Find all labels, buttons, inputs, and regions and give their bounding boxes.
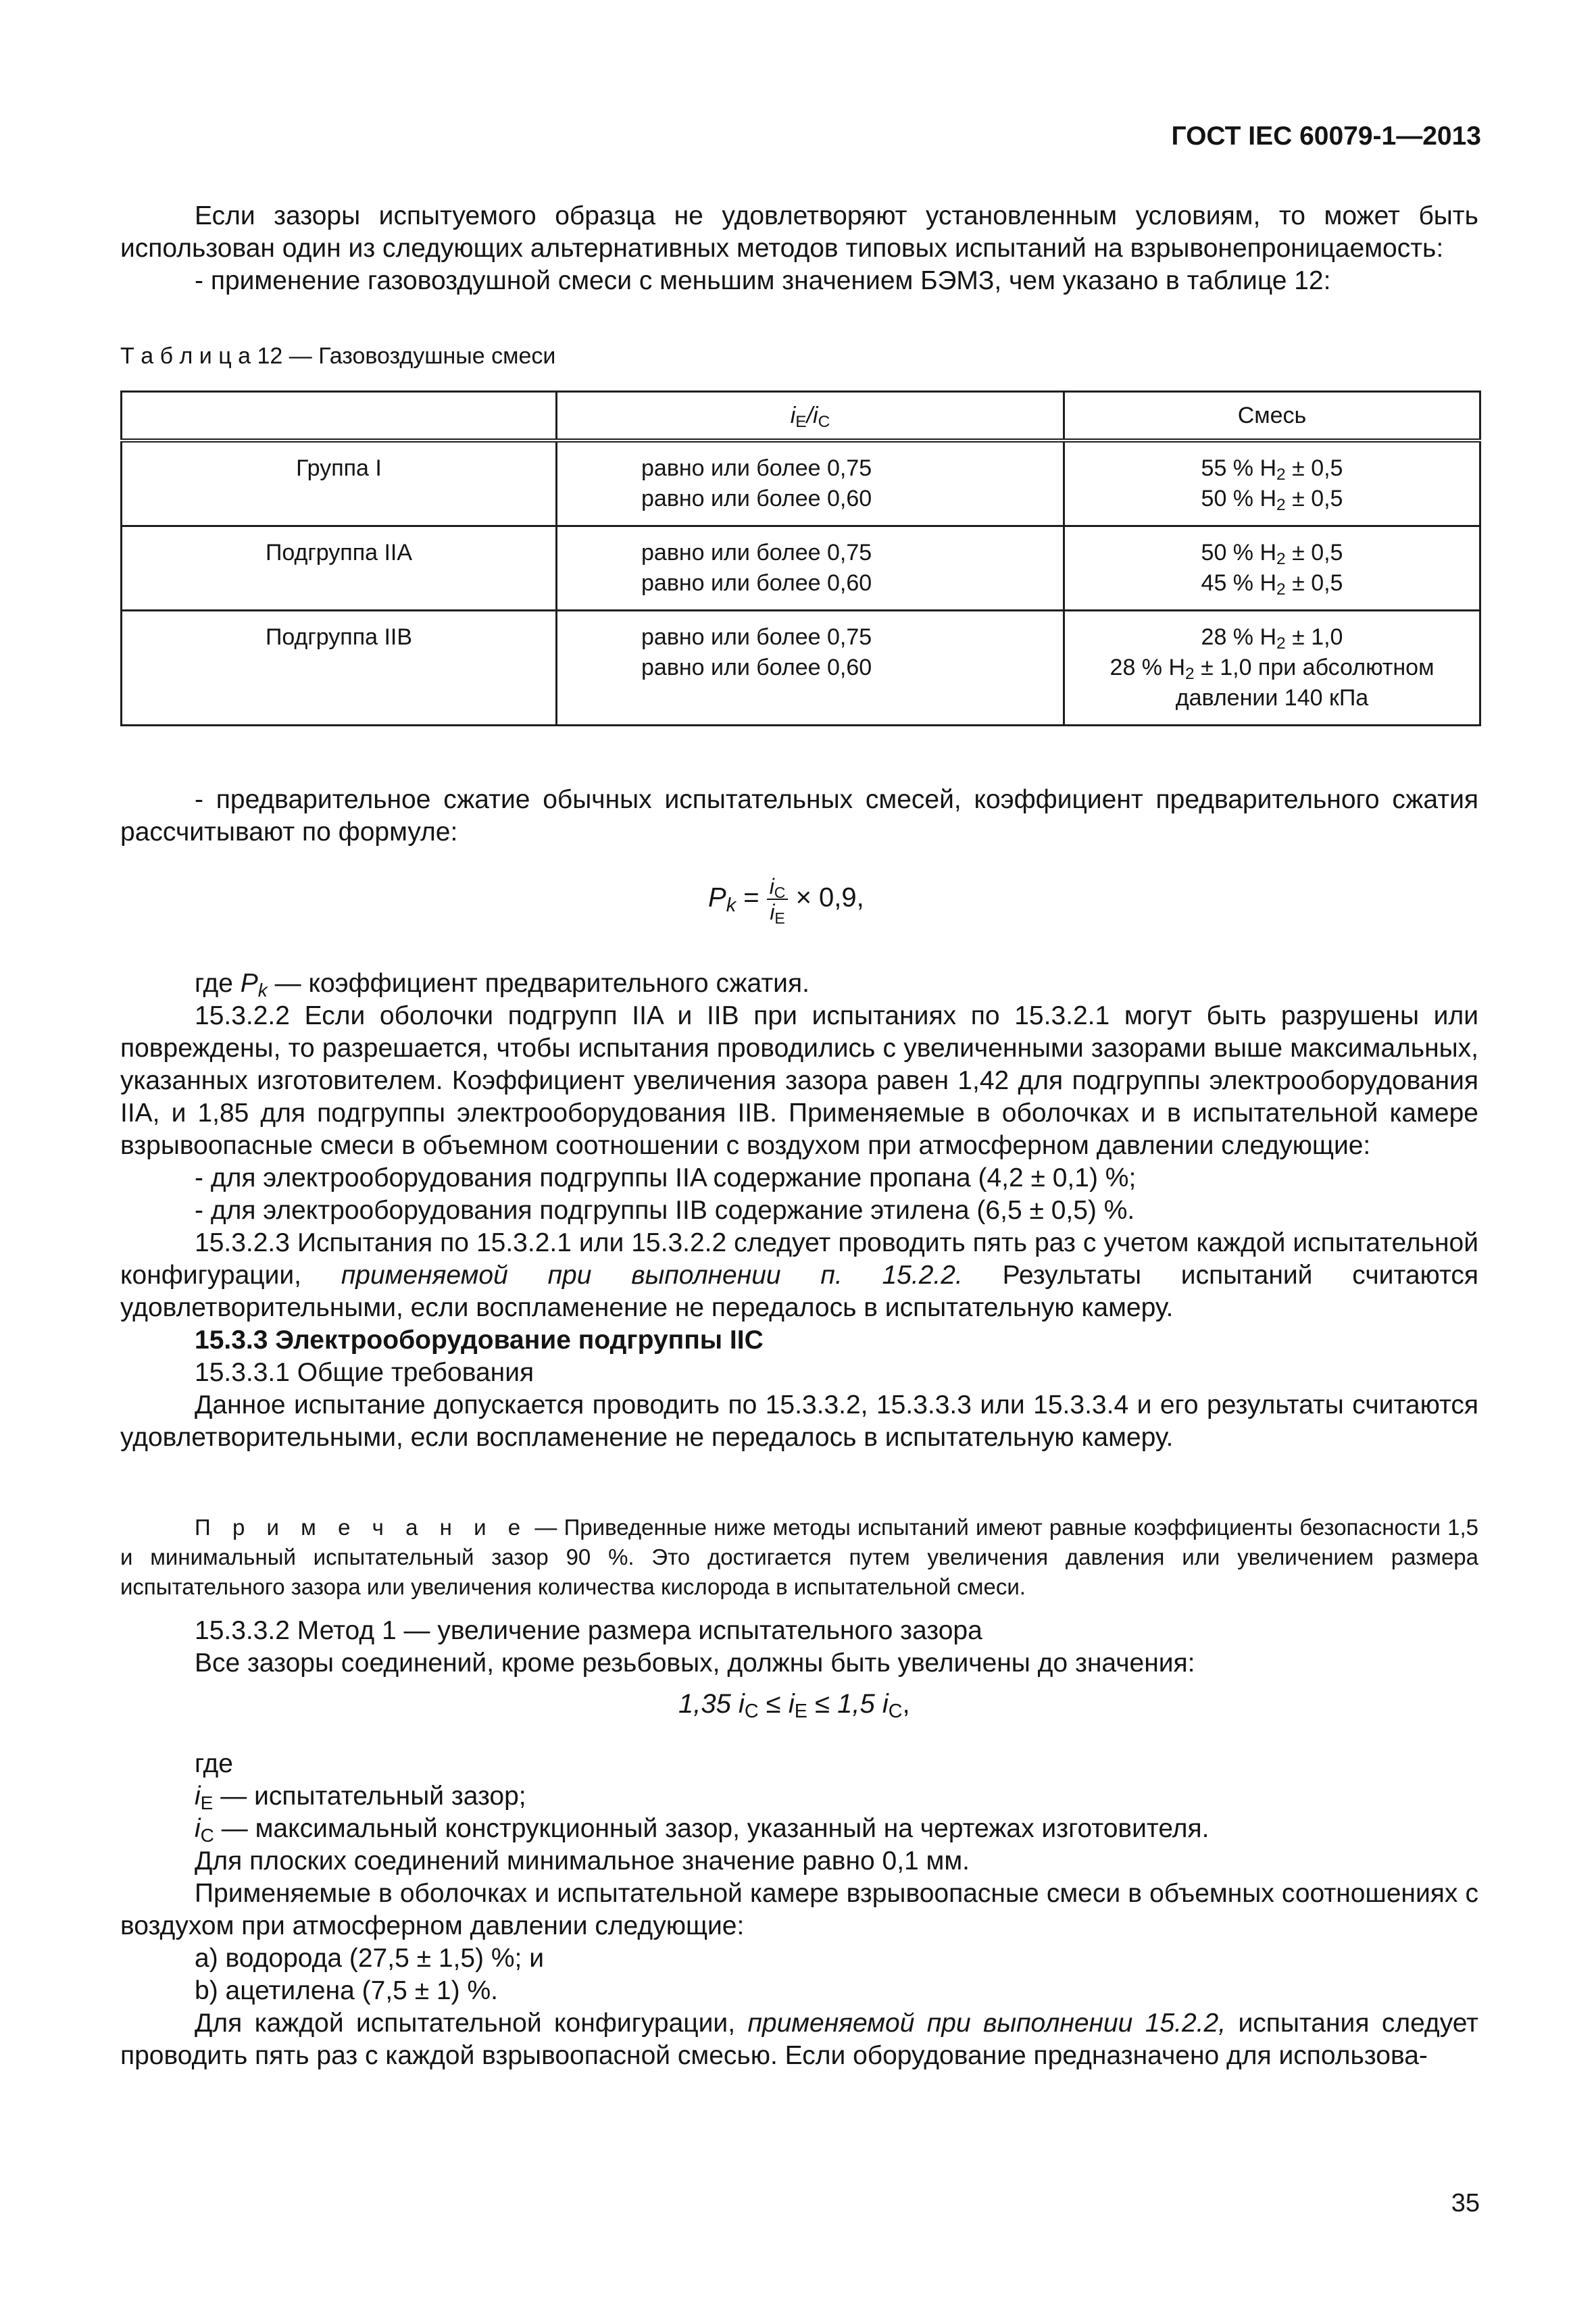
note-block <box>120 1513 1478 1602</box>
table-header-ratio: $i_E/i_C$ <box>557 392 1064 441</box>
method-1-body: где $i_E$ — испытательный зазор; $i_C$ — максимальный конструкционный зазор, указанный на чертежах изготовителя. Для плоских соединений минимальное значение равно 0,1 мм. Применяемые в оболочках и испытательной камере взрывоопасные смеси в объемных соотношениях с воздухом при атмосферном давлении следующие: a) водорода (27,5 ± 1,5) %; и b) ацетилена (7,5 ± 1) %. Для каждой испытательной конфигурации, применяемой при выполнении 15.2.2, испытания следует проводить пять раз с каждой взрывоопасной смесью. Если оборудование предназначено для использова- <box>120 1748 1478 2072</box>
where-pk: где $P_k$ — коэффициент предварительного сжатия. <box>195 969 809 1001</box>
precompression-formula: $P_k$ = $\frac{i_C}{i_E}$ × 0,9, <box>708 874 864 927</box>
section-15-3-2-2: где $P_k$ — коэффициент предварительного сжатия. 15.3.2.2 Если оболочки подгрупп IIA и IIB при испытаниях по 15.3.2.1 могут быть разрушены или повреждены, то разрешается, чтобы испытания проводились с увеличенными зазорами выше максимальных, указанных изготовителем. Коэффициент увеличения зазора равен 1,42 для подгруппы электрооборудования IIA, и 1,85 для подгруппы электрооборудования IIB. Применяемые в оболочках и в испытательной камере взрывоопасные смеси в объемном соотношении с воздухом при атмосферном давлении следующие: - для электрооборудования подгруппы IIA содержание пропана (4,2 ± 0,1) %; - для электрооборудования подгруппы IIB содержание этилена (6,5 ± 0,5) %. 15.3.2.3 Испытания по 15.3.2.1 или 15.3.2.2 следует проводить пять раз с учетом каждой испытательной конфигурации, применяемой при выполнении п. 15.2.2. Результаты испытаний считаются удовлетворительными, если воспламенение не передалось в испытательную камеру. 15.3.3 Электрооборудование подгруппы IIC 15.3.3.1 Общие требования Данное испытание допускается проводить по 15.3.3.2, 15.3.3.3 или 15.3.3.4 и его результаты считаются удовлетворительными, если воспламенение не передалось в испытательную камеру. <box>120 967 1478 1454</box>
table-header-empty <box>122 392 557 441</box>
section-15-3-2-3: 15.3.2.3 Испытания по 15.3.2.1 или 15.3.2.2 следует проводить пять раз с учетом каждой испытательной конфигурации, применяемой при выполнении п. 15.2.2. Результаты испытаний считаются удовлетворительными, если воспламенение не передалось в испытательную камеру. <box>120 1228 1478 1322</box>
note-label: П р и м е ч а н и е <box>195 1515 528 1540</box>
table-row <box>122 526 1480 611</box>
definition-iE: $i_E$ — испытательный зазор; <box>195 1782 526 1814</box>
table-caption-title: 12 — Газовоздушные смеси <box>251 343 556 369</box>
table-cell-ratio: равно или более 0,75 равно или более 0,60 <box>557 526 1064 611</box>
table-cell-group: Подгруппа IIA <box>122 526 557 611</box>
table-caption <box>120 343 555 370</box>
gap-inequality-formula: 1,35 $i_C \le i_E \le 1,5$ $i_C$, <box>678 1689 910 1723</box>
section-15-3-3-1-text: Данное испытание допускается проводить по 15.3.3.2, 15.3.3.3 или 15.3.3.4 и его результаты считаются удовлетворительными, если воспламенение не передалось в испытательную камеру. <box>120 1390 1478 1452</box>
table-cell-group: Группа I <box>122 441 557 526</box>
intro-list-item: - применение газовоздушной смеси с меньшим значением БЭМЗ, чем указано в таблице 12: <box>195 266 1331 295</box>
table-header-mixture: Смесь <box>1064 392 1480 441</box>
table-caption-label: Т а б л и ц а <box>120 343 251 369</box>
table-cell-ratio: равно или более 0,75 равно или более 0,60 <box>557 441 1064 526</box>
section-15-3-3-title: 15.3.3 Электрооборудование подгруппы IIC <box>195 1326 764 1355</box>
table-cell-ratio: равно или более 0,75 равно или более 0,60 <box>557 611 1064 726</box>
table-header-row <box>122 392 1480 441</box>
page-number: 35 <box>1451 2189 1480 2217</box>
precompression-item: - предварительное сжатие обычных испытательных смесей, коэффициент предварительного сжатия рассчитывают по формуле: <box>120 785 1478 847</box>
intro-paragraph: Если зазоры испытуемого образца не удовлетворяют установленным условиям, то может быть использован один из следующих альтернативных методов типовых испытаний на взрывонепроницаемость: <box>120 201 1478 263</box>
table-cell-mixture: 55 % $H_2 \pm 0,5$ 50 % $H_2 \pm 0,5$ <box>1064 441 1480 526</box>
table-cell-group: Подгруппа IIB <box>122 611 557 726</box>
table-cell-mixture: 28 % $H_2 \pm 1,0$ 28 % $H_2 \pm 1,0$ при абсолютном давлении 140 кПа <box>1064 611 1480 726</box>
definition-iC: $i_C$ — максимальный конструкционный зазор, указанный на чертежах изготовителя. <box>195 1814 1210 1846</box>
last-paragraph: Для каждой испытательной конфигурации, применяемой при выполнении 15.2.2, испытания следует проводить пять раз с каждой взрывоопасной смесью. Если оборудование предназначено для использова- <box>120 2009 1479 2070</box>
note-text: — Приведенные ниже методы испытаний имеют равные коэффициенты безопасности 1,5 и минимальный испытательный зазор 90 %. Это достигается путем увеличения давления или увеличением размера испытательного зазора или увеличения количества кислорода в испытательной смеси. <box>120 1515 1478 1599</box>
table-row <box>122 611 1480 726</box>
intro-block <box>120 200 1478 297</box>
document-code-header: ГОСТ IEC 60079-1—2013 <box>1171 122 1481 151</box>
section-15-3-3-1-title: 15.3.3.1 Общие требования <box>195 1358 534 1387</box>
gas-mixtures-table <box>120 391 1481 726</box>
method-1-title: 15.3.3.2 Метод 1 — увеличение размера испытательного зазора <box>195 1616 982 1645</box>
table-row <box>122 441 1480 526</box>
table-cell-mixture: 50 % $H_2 \pm 0,5$ 45 % $H_2 \pm 0,5$ <box>1064 526 1480 611</box>
section-15-3-3-2: 15.3.3.2 Метод 1 — увеличение размера испытательного зазора Все зазоры соединений, кроме резьбовых, должны быть увеличены до значения: <box>120 1615 1478 1680</box>
